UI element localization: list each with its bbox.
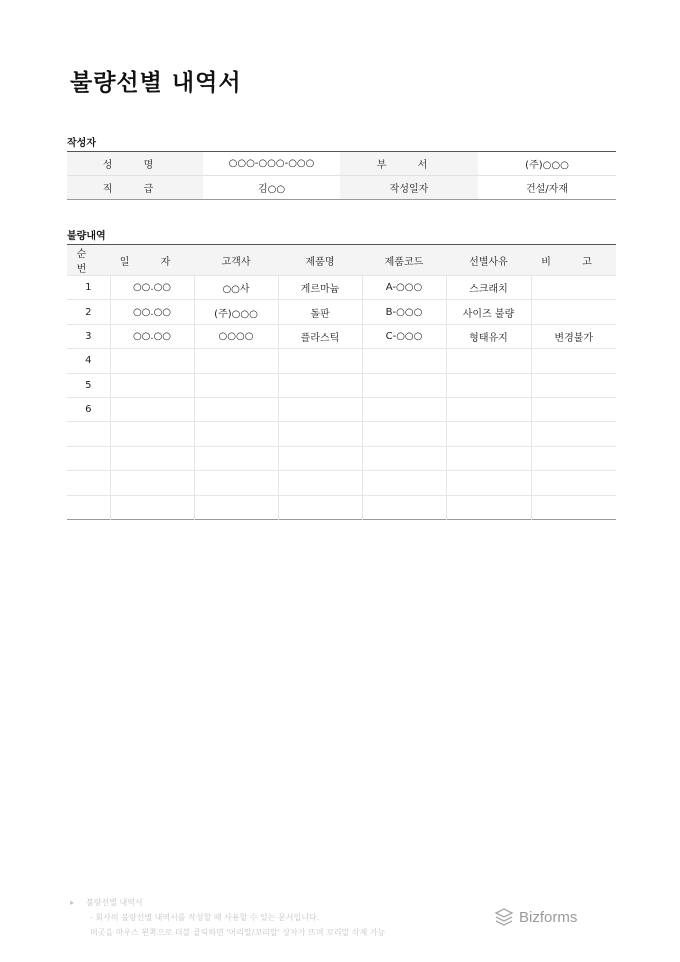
cell-reason[interactable] (446, 422, 531, 446)
table-row (67, 349, 616, 373)
writer-label-name: 성 명 (67, 152, 203, 176)
cell-seq[interactable]: 2 (67, 300, 110, 324)
cell-seq[interactable]: 3 (67, 324, 110, 348)
footer-title: 불량선별 내역서 (86, 898, 143, 907)
cell-reason[interactable]: 형태유지 (446, 324, 531, 348)
bizforms-logo-text: Bizforms (519, 908, 578, 926)
cell-reason[interactable] (446, 495, 531, 519)
cell-reason[interactable] (446, 349, 531, 373)
table-row (67, 471, 616, 495)
cell-date[interactable] (110, 373, 194, 397)
cell-seq[interactable] (67, 471, 110, 495)
cell-seq[interactable] (67, 446, 110, 470)
writer-row (67, 152, 616, 176)
cell-product-code[interactable]: A-○○○ (362, 276, 446, 300)
cell-date[interactable] (110, 349, 194, 373)
table-row (67, 373, 616, 397)
list-section-title: 불량내역 (67, 231, 106, 242)
header-reason: 선별사유 (446, 245, 531, 276)
cell-note[interactable] (531, 300, 616, 324)
writer-value-rank[interactable]: 김○○ (257, 184, 286, 195)
writer-value-date[interactable]: 건설/자재 (525, 184, 568, 195)
table-row (67, 324, 616, 348)
table-row (67, 397, 616, 421)
cell-customer[interactable]: ○○○○ (194, 324, 278, 348)
cell-product-code[interactable] (362, 349, 446, 373)
cell-customer[interactable]: ○○사 (194, 276, 278, 300)
document-title: 불량선별 내역서 (70, 70, 242, 96)
cell-product[interactable]: 게르마늄 (278, 276, 362, 300)
cell-seq[interactable]: 1 (67, 276, 110, 300)
writer-label-department: 부 서 (340, 152, 478, 176)
cell-product-code[interactable] (362, 446, 446, 470)
header-product: 제품명 (278, 245, 362, 276)
cell-seq[interactable] (67, 495, 110, 519)
cell-note[interactable] (531, 446, 616, 470)
cell-customer[interactable]: (주)○○○ (194, 300, 278, 324)
cell-note[interactable] (531, 495, 616, 519)
cell-product[interactable] (278, 495, 362, 519)
footer-notes (70, 895, 385, 940)
table-row (67, 422, 616, 446)
cell-product[interactable] (278, 422, 362, 446)
cell-date[interactable]: ○○.○○ (110, 324, 194, 348)
cell-note[interactable] (531, 349, 616, 373)
cell-product-code[interactable] (362, 495, 446, 519)
cell-date[interactable] (110, 397, 194, 421)
table-row (67, 300, 616, 324)
writer-label-date: 작성일자 (340, 176, 478, 200)
cell-reason[interactable] (446, 471, 531, 495)
cell-product-code[interactable] (362, 471, 446, 495)
cell-date[interactable] (110, 495, 194, 519)
cell-note[interactable] (531, 422, 616, 446)
cell-customer[interactable] (194, 397, 278, 421)
cell-seq[interactable]: 5 (67, 373, 110, 397)
cell-date[interactable] (110, 471, 194, 495)
cell-product-code[interactable] (362, 422, 446, 446)
cell-customer[interactable] (194, 495, 278, 519)
writer-row (67, 176, 616, 200)
cell-product[interactable]: 돌판 (278, 300, 362, 324)
cell-product[interactable] (278, 471, 362, 495)
header-customer: 고객사 (194, 245, 278, 276)
cell-reason[interactable] (446, 446, 531, 470)
writer-label-rank: 직 급 (67, 176, 203, 200)
cell-product[interactable] (278, 397, 362, 421)
cell-date[interactable] (110, 422, 194, 446)
writer-value-name[interactable]: ○○○-○○○-○○○ (203, 152, 340, 176)
cell-reason[interactable]: 사이즈 불량 (446, 300, 531, 324)
cell-product-code[interactable]: B-○○○ (362, 300, 446, 324)
cell-seq[interactable]: 4 (67, 349, 110, 373)
cell-date[interactable] (110, 446, 194, 470)
footer-description: - 회사의 불량선별 내역서를 작성할 때 사용할 수 있는 문서입니다. (90, 913, 320, 922)
footer-bullet: ▸ (70, 898, 75, 907)
cell-reason[interactable] (446, 397, 531, 421)
table-row (67, 495, 616, 519)
cell-date[interactable]: ○○.○○ (110, 300, 194, 324)
cell-date[interactable]: ○○.○○ (110, 276, 194, 300)
cell-product-code[interactable]: C-○○○ (362, 324, 446, 348)
writer-table (67, 151, 616, 200)
table-row (67, 276, 616, 300)
header-seq: 순 번 (67, 245, 110, 276)
writer-value-department[interactable]: (주)○○○ (478, 152, 616, 176)
cell-note[interactable] (531, 471, 616, 495)
cell-customer[interactable] (194, 373, 278, 397)
cell-note[interactable] (531, 373, 616, 397)
cell-product[interactable] (278, 349, 362, 373)
bizforms-logo-icon (494, 908, 514, 926)
cell-product-code[interactable] (362, 397, 446, 421)
bizforms-logo (494, 908, 577, 926)
cell-product[interactable] (278, 446, 362, 470)
cell-seq[interactable] (67, 422, 110, 446)
defect-list-table (67, 244, 616, 520)
header-product-code: 제품코드 (362, 245, 446, 276)
cell-seq[interactable]: 6 (67, 397, 110, 421)
cell-note[interactable]: 변경불가 (531, 324, 616, 348)
cell-note[interactable] (531, 397, 616, 421)
footer-hint: 머곳을 마우스 왼쪽으로 더블 클릭하면 '머리말/꼬리말' 상자가 뜨며 꼬리말 삭제 가능 (90, 928, 386, 937)
cell-customer[interactable] (194, 422, 278, 446)
table-row (67, 446, 616, 470)
cell-customer[interactable] (194, 471, 278, 495)
cell-product[interactable]: 플라스틱 (278, 324, 362, 348)
header-date: 일 자 (110, 245, 194, 276)
cell-customer[interactable] (194, 349, 278, 373)
cell-customer[interactable] (194, 446, 278, 470)
cell-product[interactable] (278, 373, 362, 397)
cell-reason[interactable]: 스크래치 (446, 276, 531, 300)
cell-product-code[interactable] (362, 373, 446, 397)
cell-note[interactable] (531, 276, 616, 300)
writer-section-title: 작성자 (67, 138, 96, 149)
header-note: 비 고 (531, 245, 616, 276)
list-header-row (67, 245, 616, 276)
cell-reason[interactable] (446, 373, 531, 397)
